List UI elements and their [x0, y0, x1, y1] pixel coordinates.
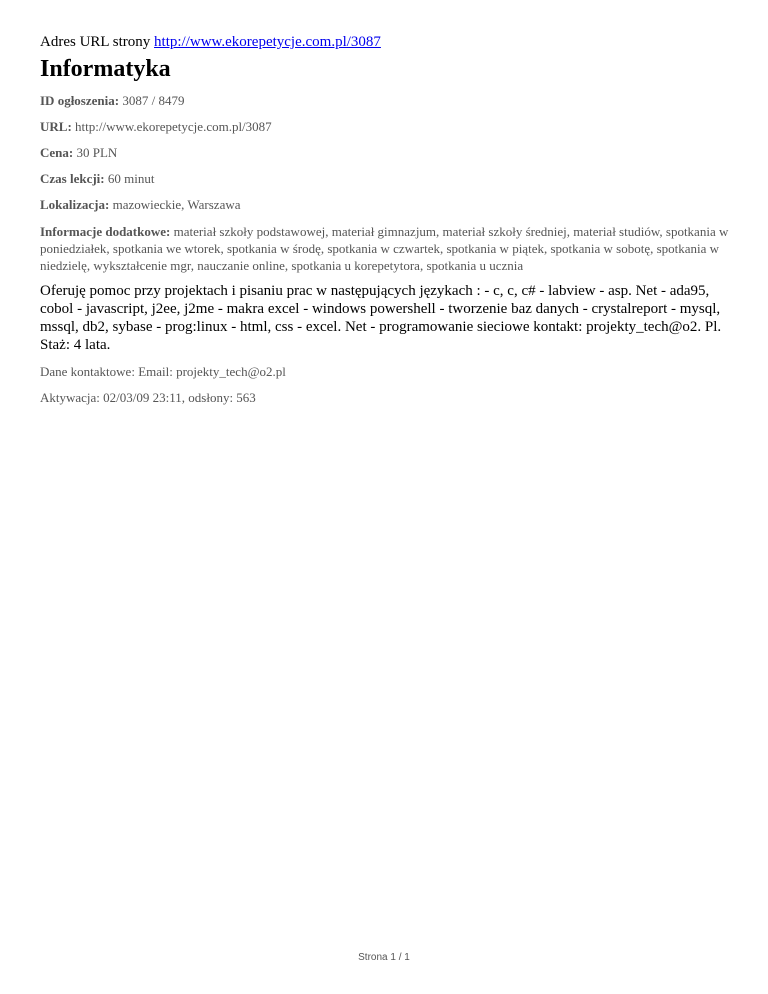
price-value: 30 PLN: [73, 145, 118, 160]
location-label: Lokalizacja:: [40, 197, 110, 212]
url-value: http://www.ekorepetycje.com.pl/3087: [71, 119, 272, 134]
price-label: Cena:: [40, 145, 74, 160]
location-value: mazowieckie, Warszawa: [109, 197, 241, 212]
location-field: [40, 196, 730, 213]
url-prefix-label: Adres URL strony: [40, 34, 155, 50]
ad-id-field: [40, 92, 730, 109]
lesson-time-label: Czas lekcji:: [40, 171, 105, 186]
contact-info: Dane kontaktowe: Email: projekty_tech@o2.pl: [40, 364, 286, 379]
lesson-time-value: 60 minut: [104, 171, 155, 186]
additional-info-value: materiał szkoły podstawowej, materiał gimnazjum, materiał szkoły średniej, materiał studiów, spotkania w poniedziałek, spotkania we wtorek, spotkania w środę, spotkania w czwartek, spotkania w piątek, spotkania w sobotę, spotkania w niedzielę, wykształcenie mgr, nauczanie online, spotkania u korepetytora, spotkania u ucznia: [40, 224, 729, 273]
additional-info-label: Informacje dodatkowe:: [40, 224, 171, 239]
url-field: [40, 118, 730, 135]
ad-id-label: ID ogłoszenia:: [40, 93, 120, 108]
additional-info-field: [40, 223, 730, 274]
description-text: Oferuję pomoc przy projektach i pisaniu prac w następujących językach : - c, c, c# - labview - asp. Net - ada95, cobol - javascript, j2ee, j2me - makra excel - windows powershell - tworzenie baz danych - crystalreport - mysql, mssql, db2, sybase - prog:linux - html, css - excel. Net - programowanie sieciowe kontakt: projekty_tech@o2. Pl. Staż: 4 lata.: [40, 283, 722, 353]
lesson-time-field: [40, 170, 730, 187]
page-number-footer: Strona 1 / 1: [358, 952, 410, 963]
page-title: Informatyka: [40, 56, 171, 82]
ad-id-value: 3087 / 8479: [119, 93, 185, 108]
page-content: [40, 32, 730, 406]
activation-info: Aktywacja: 02/03/09 23:11, odsłony: 563: [40, 390, 256, 405]
page-url-link[interactable]: http://www.ekorepetycje.com.pl/3087: [154, 34, 381, 50]
page-url-line: [40, 32, 730, 52]
price-field: [40, 144, 730, 161]
url-label: URL:: [40, 119, 72, 134]
